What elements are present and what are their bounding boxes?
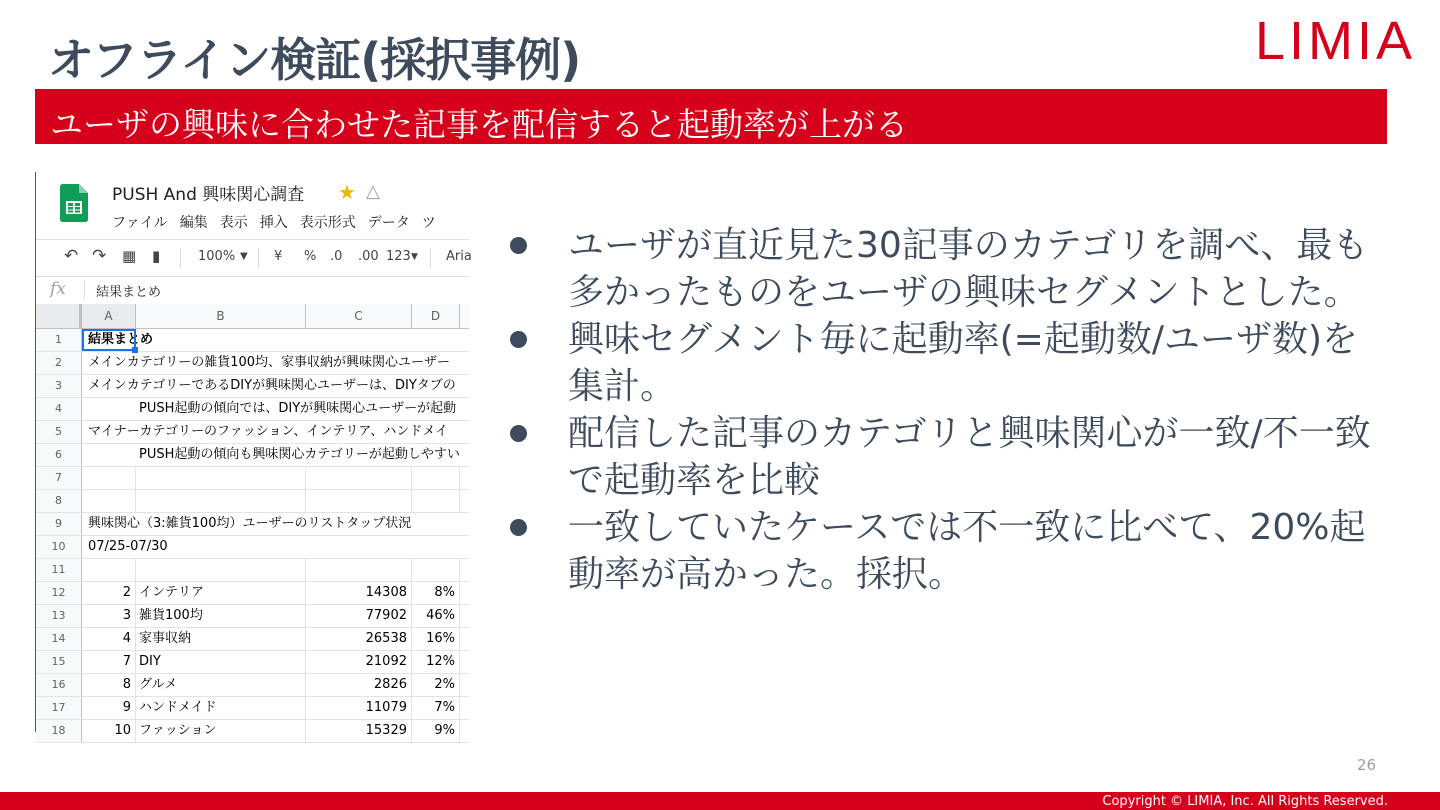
menu-view[interactable]: 表示 [219,215,248,231]
sheets-icon [60,184,88,222]
menu-edit[interactable]: 編集 [179,215,208,231]
more-formats-button[interactable]: 123 [386,249,411,264]
cell-a[interactable]: 8 [82,674,136,696]
row-number[interactable]: 18 [36,720,82,742]
menu-format[interactable]: 表示形式 [299,215,356,231]
row-number[interactable]: 6 [36,444,82,466]
subtitle-banner [35,89,1387,144]
bullet-list [508,222,1388,598]
row-number[interactable]: 10 [36,536,82,558]
slide-title: オフライン検証(採択事例) [48,33,581,87]
table-row[interactable] [36,697,469,720]
decrease-decimal-button[interactable]: .0 [330,249,343,264]
table-row[interactable] [36,536,469,559]
cell-d[interactable]: 8% [412,582,460,604]
row-number[interactable]: 4 [36,398,82,420]
column-header-d[interactable]: D [412,304,460,328]
cell-a1[interactable]: 結果まとめ [88,332,154,347]
row-number[interactable]: 11 [36,559,82,581]
chevron-down-icon[interactable]: ▼ [240,251,248,262]
cell-d[interactable]: 2% [412,674,460,696]
row-number[interactable]: 16 [36,674,82,696]
page-number: 26 [1357,756,1377,774]
bullet-dot-icon [510,425,527,442]
cell-a[interactable]: 10 [82,720,136,742]
column-header-b[interactable]: B [136,304,306,328]
cell-d[interactable]: 9% [412,720,460,742]
document-title[interactable]: PUSH And 興味関心調査 [112,185,305,205]
bullet-text: 興味セグメント毎に起動率(=起動数/ユーザ数)を集計。 [568,319,1359,407]
row-number[interactable]: 14 [36,628,82,650]
row-number[interactable]: 8 [36,490,82,512]
cell-a[interactable]: メインカテゴリーであるDIYが興味関心ユーザーは、DIYタブの [88,378,456,393]
chevron-down-icon[interactable]: ▼ [411,252,418,262]
cell-b[interactable]: ハンドメイド [136,697,306,719]
table-row[interactable] [36,467,469,490]
bullet-text: ユーザが直近見た30記事のカテゴリを調べ、最も多かったものをユーザの興味セグメントとした。 [568,225,1369,313]
cell-a[interactable]: 興味関心（3:雑貨100均）ユーザーのリストタップ状況 [88,516,412,531]
cell-a[interactable]: メインカテゴリーの雑貨100均、家事収納が興味関心ユーザー [88,355,451,370]
row-number[interactable]: 1 [36,329,82,351]
cell-a[interactable]: 07/25-07/30 [88,539,168,554]
menu-data[interactable]: データ [367,215,410,231]
bullet-item [508,316,1388,410]
row-number[interactable]: 7 [36,467,82,489]
cell-a[interactable]: マイナーカテゴリーのファッション、インテリア、ハンドメイ [88,424,448,439]
menu-tools[interactable]: ツ [421,215,436,231]
table-row[interactable] [36,605,469,628]
table-row[interactable] [36,559,469,582]
toolbar [36,239,472,277]
menu-file[interactable]: ファイル [112,215,168,231]
bullet-text: 配信した記事のカテゴリと興味関心が一致/不一致で起動率を比較 [568,413,1371,501]
cell-b[interactable]: 雑貨100均 [136,605,306,627]
table-row[interactable] [36,375,469,398]
undo-icon[interactable]: ↶ [64,246,79,266]
cell-b[interactable]: ファッション [136,720,306,742]
cell-c[interactable]: 77902 [306,605,412,627]
table-row[interactable] [36,421,469,444]
print-icon[interactable]: ▦ [122,247,137,265]
cell-a[interactable]: 4 [82,628,136,650]
cell-c[interactable]: 15329 [306,720,412,742]
sheet-grid [36,304,469,743]
row-number[interactable]: 17 [36,697,82,719]
column-header-c[interactable]: C [306,304,412,328]
cell-d[interactable]: 7% [412,697,460,719]
table-row[interactable] [36,674,469,697]
cell-a[interactable]: 7 [82,651,136,673]
row-number[interactable]: 5 [36,421,82,443]
limia-logo: LIMIA [1255,11,1417,71]
bullet-dot-icon [510,331,527,348]
cell-b[interactable]: DIY [136,651,306,673]
formula-input[interactable]: 結果まとめ [96,285,162,300]
cell-c[interactable]: 14308 [306,582,412,604]
table-row[interactable] [36,444,469,467]
row-number[interactable]: 12 [36,582,82,604]
drive-icon[interactable]: △ [366,181,380,202]
cell-d[interactable]: 12% [412,651,460,673]
font-select[interactable]: Aria [446,249,472,264]
table-row[interactable] [36,398,469,421]
menu-bar [112,212,448,232]
cell-a[interactable]: 9 [82,697,136,719]
select-all-corner[interactable] [36,304,82,328]
increase-decimal-button[interactable]: .00 [358,249,379,264]
selected-cell-outline [82,329,136,351]
bullet-text: 一致していたケースでは不一致に比べて、20%起動率が高かった。採択。 [568,507,1366,595]
cell-c[interactable]: 26538 [306,628,412,650]
row-number[interactable]: 15 [36,651,82,673]
star-icon[interactable]: ★ [338,180,356,204]
banner-text: ユーザの興味に合わせた記事を配信すると起動率が上がる [50,105,908,144]
cell-c[interactable]: 21092 [306,651,412,673]
cell-c[interactable]: 11079 [306,697,412,719]
spreadsheet-screenshot [35,172,472,738]
table-row[interactable] [36,329,469,352]
cell-d[interactable]: 16% [412,628,460,650]
table-row[interactable] [36,582,469,605]
bullet-item [508,222,1388,316]
table-row[interactable] [36,352,469,375]
cell-b[interactable]: PUSH起動の傾向も興味関心カテゴリーが起動しやすい [139,447,460,462]
cell-b[interactable]: 家事収納 [136,628,306,650]
cell-b[interactable]: グルメ [136,674,306,696]
cell-b[interactable]: インテリア [136,582,306,604]
cell-a[interactable]: 2 [82,582,136,604]
table-row[interactable] [36,490,469,513]
table-row[interactable] [36,651,469,674]
cell-b[interactable]: PUSH起動の傾向では、DIYが興味関心ユーザーが起動 [139,401,457,416]
column-header-row [36,304,469,329]
formula-bar [36,276,469,305]
footer-bar [0,792,1440,810]
row-number[interactable]: 9 [36,513,82,535]
copyright-text: Copyright © LIMIA, Inc. All Rights Reserved. [1102,794,1388,809]
fx-icon: fx [50,279,66,299]
bullet-dot-icon [510,237,527,254]
menu-insert[interactable]: 挿入 [259,215,288,231]
percent-button[interactable]: % [304,249,317,264]
redo-icon[interactable]: ↷ [92,246,107,266]
cell-c[interactable]: 2826 [306,674,412,696]
cell-d[interactable]: 46% [412,605,460,627]
table-row[interactable] [36,513,469,536]
row-number[interactable]: 3 [36,375,82,397]
column-header-a[interactable]: A [82,304,136,328]
bullet-dot-icon [510,519,527,536]
row-number[interactable]: 13 [36,605,82,627]
paint-format-icon[interactable]: ▮ [152,247,161,265]
cell-a[interactable]: 3 [82,605,136,627]
row-number[interactable]: 2 [36,352,82,374]
table-row[interactable] [36,628,469,651]
bullet-item [508,504,1388,598]
table-row[interactable] [36,720,469,743]
currency-button[interactable]: ¥ [274,249,283,264]
bullet-item [508,410,1388,504]
zoom-select[interactable]: 100% [198,249,236,264]
